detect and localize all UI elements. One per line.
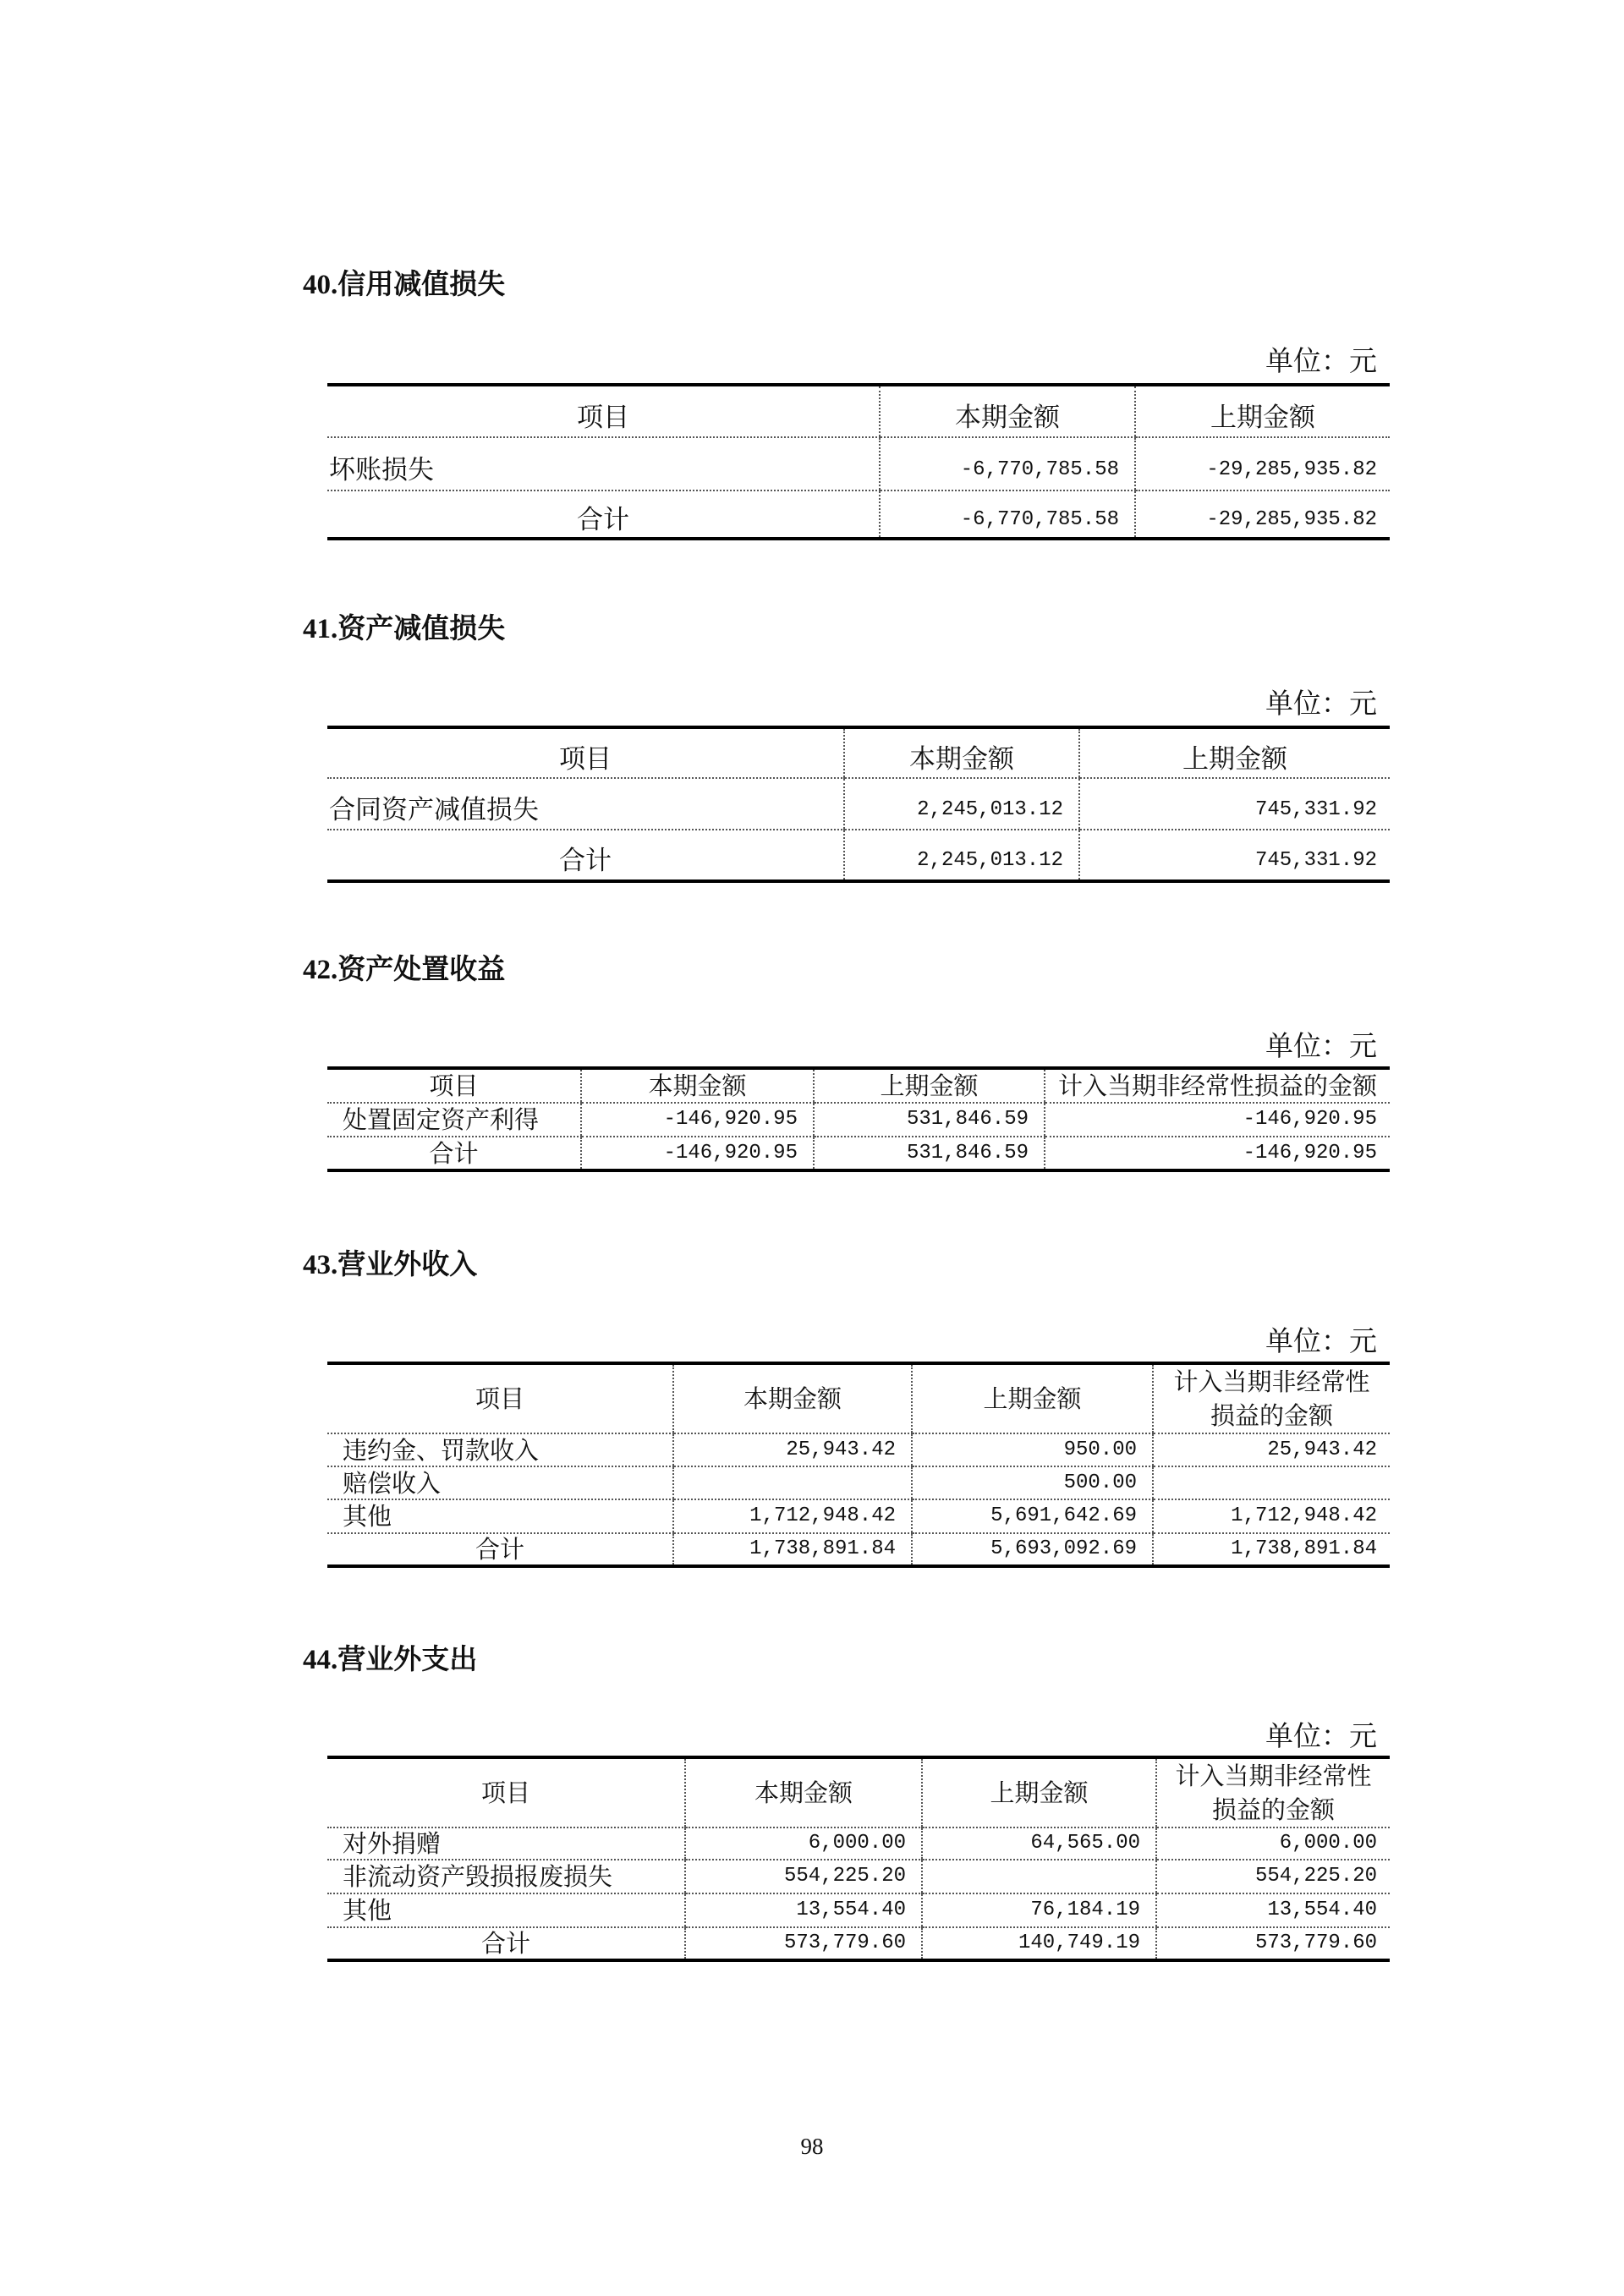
- section-title: 42.资产处置收益: [303, 955, 506, 985]
- non-recurring-amount-cell: -146,920.95: [1045, 1103, 1390, 1137]
- column-header-current-period: 本期金额: [673, 1363, 912, 1433]
- prior-amount-cell: 76,184.19: [922, 1893, 1156, 1927]
- current-amount-cell: 25,943.42: [673, 1433, 912, 1466]
- current-amount-cell: 554,225.20: [685, 1860, 922, 1893]
- total-label: 合计: [475, 1535, 524, 1564]
- current-amount-cell: -6,770,785.58: [880, 437, 1135, 490]
- non-operating-income-table: [327, 1362, 1390, 1568]
- non-recurring-amount-cell: 554,225.20: [1156, 1860, 1390, 1893]
- section-title: 40.信用减值损失: [303, 270, 506, 300]
- column-header-current-period: 本期金额: [581, 1068, 814, 1103]
- column-header-prior-period: 上期金额: [1135, 385, 1390, 437]
- page-number: 98: [800, 2134, 824, 2159]
- non-recurring-amount-cell: 6,000.00: [1156, 1827, 1390, 1860]
- prior-amount-total: 745,331.92: [1079, 830, 1390, 881]
- prior-amount-cell: 5,691,642.69: [912, 1499, 1153, 1533]
- prior-amount-total: 5,693,092.69: [912, 1533, 1153, 1566]
- column-header-item: 项目: [327, 727, 844, 778]
- credit-impairment-loss-table: [327, 383, 1390, 540]
- non-recurring-amount-total: -146,920.95: [1045, 1137, 1390, 1170]
- prior-amount-total: 531,846.59: [814, 1137, 1045, 1170]
- current-amount-cell: [673, 1466, 912, 1499]
- prior-amount-cell: [922, 1860, 1156, 1893]
- section-title: 43.营业外收入: [303, 1250, 478, 1280]
- table-row: [327, 778, 1390, 830]
- item-cell: 其他: [327, 1499, 673, 1533]
- total-label: 合计: [577, 505, 629, 535]
- table-header-row: [327, 385, 1390, 437]
- table-header-row: [327, 727, 1390, 778]
- non-recurring-amount-total: 1,738,891.84: [1153, 1533, 1390, 1566]
- non-recurring-amount-cell: 13,554.40: [1156, 1893, 1390, 1927]
- current-amount-cell: 6,000.00: [685, 1827, 922, 1860]
- total-label: 合计: [429, 1138, 479, 1168]
- table-row: [327, 1433, 1390, 1466]
- current-amount-total: -146,920.95: [581, 1137, 814, 1170]
- total-row: [327, 1927, 1390, 1960]
- total-label: 合计: [559, 846, 612, 876]
- table-row: [327, 1466, 1390, 1499]
- item-cell: 处置固定资产利得: [327, 1103, 581, 1137]
- total-row: [327, 1533, 1390, 1566]
- prior-amount-cell: 64,565.00: [922, 1827, 1156, 1860]
- current-amount-total: -6,770,785.58: [880, 490, 1135, 539]
- column-header-non-recurring: [1156, 1757, 1390, 1827]
- header-line: 损益的金额: [1211, 1795, 1335, 1824]
- header-line: 计入当期非经常性: [1173, 1367, 1370, 1396]
- current-amount-total: 2,245,013.12: [844, 830, 1079, 881]
- current-amount-cell: 2,245,013.12: [844, 778, 1079, 830]
- column-header-item: 项目: [327, 1757, 685, 1827]
- total-row: [327, 830, 1390, 881]
- non-recurring-amount-cell: 25,943.42: [1153, 1433, 1390, 1466]
- header-line: 计入当期非经常性: [1175, 1762, 1372, 1790]
- non-operating-expense-table: [327, 1756, 1390, 1962]
- unit-label: 单位：元: [1265, 1324, 1377, 1357]
- table-header-row: [327, 1068, 1390, 1103]
- table-row: [327, 1827, 1390, 1860]
- section-title: 41.资产减值损失: [303, 614, 506, 644]
- unit-label: 单位：元: [1265, 344, 1377, 377]
- unit-label: 单位：元: [1265, 1029, 1377, 1062]
- item-cell: 非流动资产毁损报废损失: [327, 1860, 685, 1893]
- total-row: [327, 1137, 1390, 1170]
- current-amount-total: 573,779.60: [685, 1927, 922, 1960]
- prior-amount-cell: 531,846.59: [814, 1103, 1045, 1137]
- column-header-non-recurring: [1153, 1363, 1390, 1433]
- column-header-current-period: 本期金额: [844, 727, 1079, 778]
- table-row: [327, 1860, 1390, 1893]
- current-amount-cell: 1,712,948.42: [673, 1499, 912, 1533]
- column-header-current-period: 本期金额: [880, 385, 1135, 437]
- current-amount-cell: -146,920.95: [581, 1103, 814, 1137]
- column-header-item: 项目: [327, 1068, 581, 1103]
- total-label: 合计: [480, 1929, 530, 1958]
- asset-disposal-income-table: [327, 1066, 1390, 1172]
- prior-amount-total: 140,749.19: [922, 1927, 1156, 1960]
- non-recurring-amount-total: 573,779.60: [1156, 1927, 1390, 1960]
- current-amount-total: 1,738,891.84: [673, 1533, 912, 1566]
- column-header-prior-period: 上期金额: [912, 1363, 1153, 1433]
- table-row: [327, 1499, 1390, 1533]
- header-line: 损益的金额: [1210, 1401, 1333, 1430]
- prior-amount-cell: 950.00: [912, 1433, 1153, 1466]
- item-cell: 其他: [327, 1893, 685, 1927]
- table-header-row: [327, 1757, 1390, 1827]
- item-cell: 合同资产减值损失: [327, 778, 844, 830]
- column-header-prior-period: 上期金额: [814, 1068, 1045, 1103]
- prior-amount-total: -29,285,935.82: [1135, 490, 1390, 539]
- total-row: [327, 490, 1390, 539]
- unit-label: 单位：元: [1265, 1719, 1377, 1752]
- prior-amount-cell: 500.00: [912, 1466, 1153, 1499]
- table-header-row: [327, 1363, 1390, 1433]
- column-header-prior-period: 上期金额: [1079, 727, 1390, 778]
- table-row: [327, 1893, 1390, 1927]
- section-title: 44.营业外支出: [303, 1645, 478, 1675]
- non-recurring-amount-cell: 1,712,948.42: [1153, 1499, 1390, 1533]
- table-row: [327, 437, 1390, 490]
- item-cell: 违约金、罚款收入: [327, 1433, 673, 1466]
- column-header-non-recurring: 计入当期非经常性损益的金额: [1045, 1068, 1390, 1103]
- non-recurring-amount-cell: [1153, 1466, 1390, 1499]
- prior-amount-cell: -29,285,935.82: [1135, 437, 1390, 490]
- column-header-prior-period: 上期金额: [922, 1757, 1156, 1827]
- unit-label: 单位：元: [1265, 687, 1377, 720]
- item-cell: 对外捐赠: [327, 1827, 685, 1860]
- asset-impairment-loss-table: [327, 726, 1390, 883]
- item-cell: 坏账损失: [327, 437, 880, 490]
- prior-amount-cell: 745,331.92: [1079, 778, 1390, 830]
- column-header-item: 项目: [327, 385, 880, 437]
- table-row: [327, 1103, 1390, 1137]
- item-cell: 赔偿收入: [327, 1466, 673, 1499]
- column-header-item: 项目: [327, 1363, 673, 1433]
- column-header-current-period: 本期金额: [685, 1757, 922, 1827]
- current-amount-cell: 13,554.40: [685, 1893, 922, 1927]
